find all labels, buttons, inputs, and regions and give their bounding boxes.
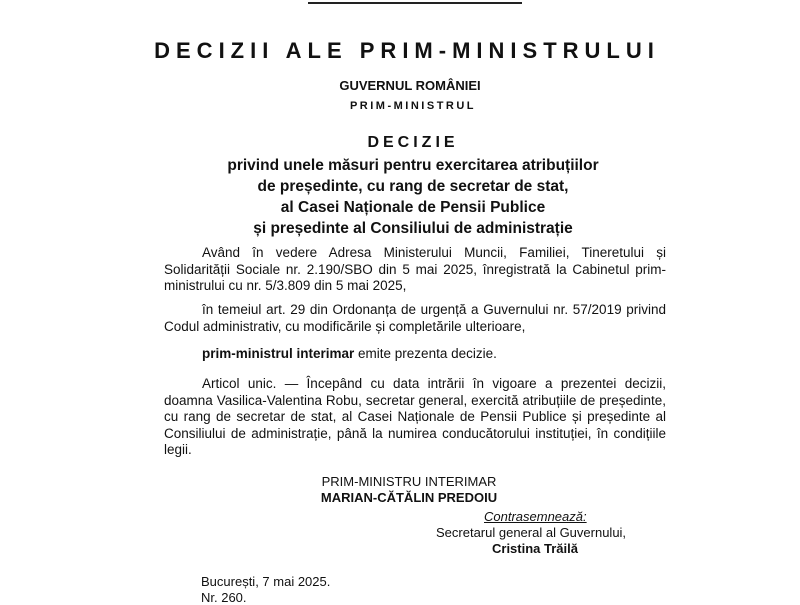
countersign-label: Contrasemnează:: [484, 509, 587, 524]
section-title: DECIZII ALE PRIM-MINISTRULUI: [154, 38, 660, 63]
single-article: Articol unic. — Începând cu data intrării în vigoare a prezentei decizii, doamna Vasilica-Valentina Robu, secretar general, exercită atribuțiile de președinte, cu rang de secretar de stat, al Casei Naționale de Pensii Publice și președinte al Consiliului de administrație, până la numirea conducătorului instituției, în condițiile legii.: [164, 376, 666, 457]
office-heading: PRIM-MINISTRUL: [349, 100, 477, 112]
signatory-name: MARIAN-CĂTĂLIN PREDOIU: [320, 490, 498, 505]
decision-number: Nr. 260.: [201, 590, 247, 605]
paragraph-considering: Având în vedere Adresa Ministerului Muncii, Familiei, Tineretului și Solidarității Sociale nr. 2.190/SBO din 5 mai 2025, înregistrată la Cabinetul prim-ministrului cu nr. 5/3.809 din 5 mai 2025,: [164, 245, 666, 293]
issuer-emphasis: prim-ministrul interimar: [202, 346, 355, 361]
paragraph-legal-basis: în temeiul art. 29 din Ordonanța de urgență a Guvernului nr. 57/2019 privind Codul administrativ, cu modificările și completările ulterioare,: [164, 302, 666, 334]
secretary-general-title: Secretarul general al Guvernului,: [436, 525, 627, 540]
subject-line: al Casei Naționale de Pensii Publice: [280, 199, 546, 216]
top-divider-line: [308, 2, 522, 4]
subject-line: și președinte al Consiliului de administrație: [253, 220, 573, 237]
government-heading: GUVERNUL ROMÂNIEI: [339, 78, 481, 93]
issuance-text: emite prezenta decizie.: [354, 346, 497, 361]
signatory-title: PRIM-MINISTRU INTERIMAR: [321, 474, 497, 489]
subject-line: de președinte, cu rang de secretar de stat,: [257, 178, 569, 195]
secretary-general-name: Cristina Trăilă: [492, 541, 578, 556]
place-and-date: București, 7 mai 2025.: [201, 574, 331, 589]
decision-title: DECIZIE: [367, 134, 459, 151]
paragraph-issuance: [164, 346, 666, 363]
subject-line: privind unele măsuri pentru exercitarea atribuțiilor: [227, 157, 599, 174]
decision-subject: [0, 155, 800, 239]
